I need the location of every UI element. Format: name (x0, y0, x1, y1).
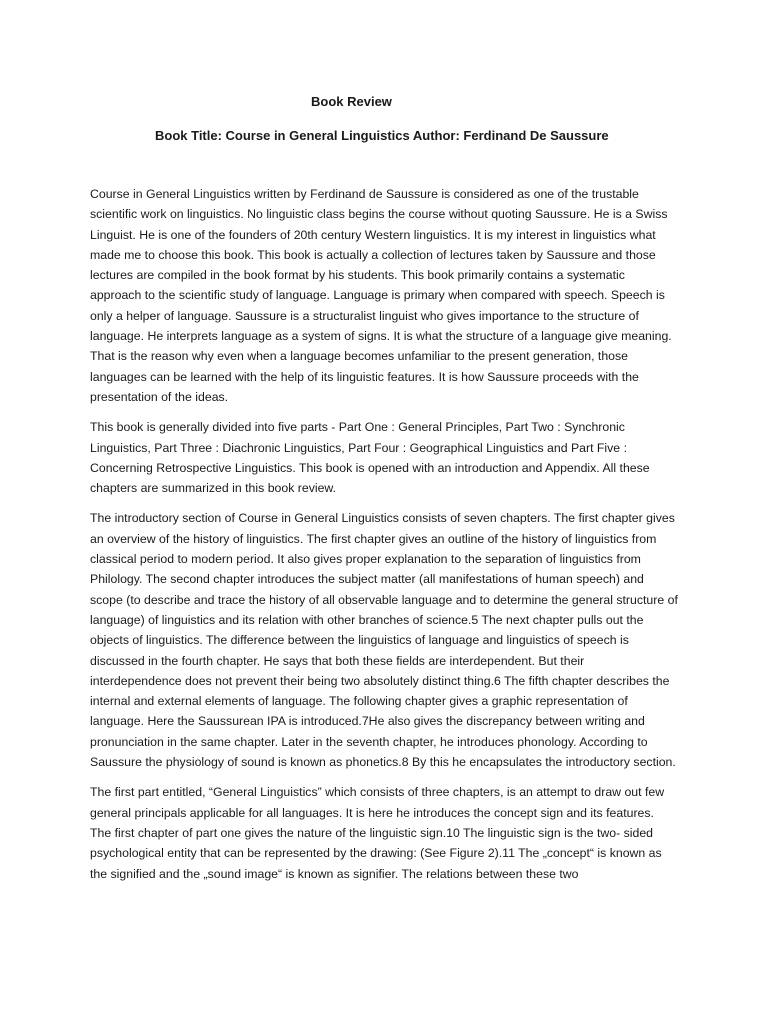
review-body (90, 184, 678, 894)
paragraph-intro: Course in General Linguistics written by Ferdinand de Saussure is considered as one of the trustable scientific work on linguistics. No linguistic class begins the course without quoting Saussure. He is a Swiss Linguist. He is one of the founders of 20th century Western linguistics. It is my interest in linguistics what made me to choose this book. This book is actually a collection of lectures taken by Saussure and those lectures are compiled in the book format by his students. This book primarily contains a systematic approach to the scientific study of language. Language is primary when compared with speech. Speech is only a helper of language. Saussure is a structuralist linguist who gives importance to the structure of language. He interprets language as a system of signs. It is what the structure of a language give meaning. That is the reason why even when a language becomes unfamiliar to the present generation, those languages can be learned with the help of its linguistic features. It is how Saussure proceeds with the presentation of the ideas. (90, 187, 672, 404)
paragraph-structure: This book is generally divided into five parts - Part One : General Principles, Part Two : Synchronic Linguistics, Part Three : Diachronic Linguistics, Part Four : Geographical Linguistics and Part Five : Concerning Retrospective Linguistics. This book is opened with an introduction and Appendix. All these chapters are summarized in this book review. (90, 420, 650, 496)
paragraph-introductory-section: The introductory section of Course in General Linguistics consists of seven chapters. The first chapter gives an overview of the history of linguistics. The first chapter gives an outline of the history of linguistics from classical period to modern period. It also gives proper explanation to the separation of linguistics from Philology. The second chapter introduces the subject matter (all manifestations of human speech) and scope (to describe and trace the history of all observable language and to determine the general structure of language) of linguistics and its relation with other branches of science.5 The next chapter pulls out the objects of linguistics. The difference between the linguistics of language and linguistics of speech is discussed in the fourth chapter. He says that both these fields are interdependent. But their interdependence does not prevent their being two absolutely distinct thing.6 The fifth chapter describes the internal and external elements of language. The following chapter gives a graphic representation of language. Here the Saussurean IPA is introduced.7He also gives the discrepancy between writing and pronunciation in the same chapter. Later in the seventh chapter, he introduces phonology. According to Saussure the physiology of sound is known as phonetics.8 By this he encapsulates the introductory section. (90, 511, 678, 770)
paragraph-part-one: The first part entitled, “General Linguistics” which consists of three chapters, is an attempt to draw out few general principals applicable for all languages. It is here he introduces the concept sign and its features. The first chapter of part one gives the nature of the linguistic sign.10 The linguistic sign is the two- sided psychological entity that can be represented by the drawing: (See Figure 2).11 The „concept“ is known as the signified and the „sound image“ is known as signifier. The relations between these two (90, 785, 665, 881)
document-heading: Book Review (311, 94, 392, 109)
book-title-line: Book Title: Course in General Linguistics Author: Ferdinand De Saussure (155, 128, 609, 143)
